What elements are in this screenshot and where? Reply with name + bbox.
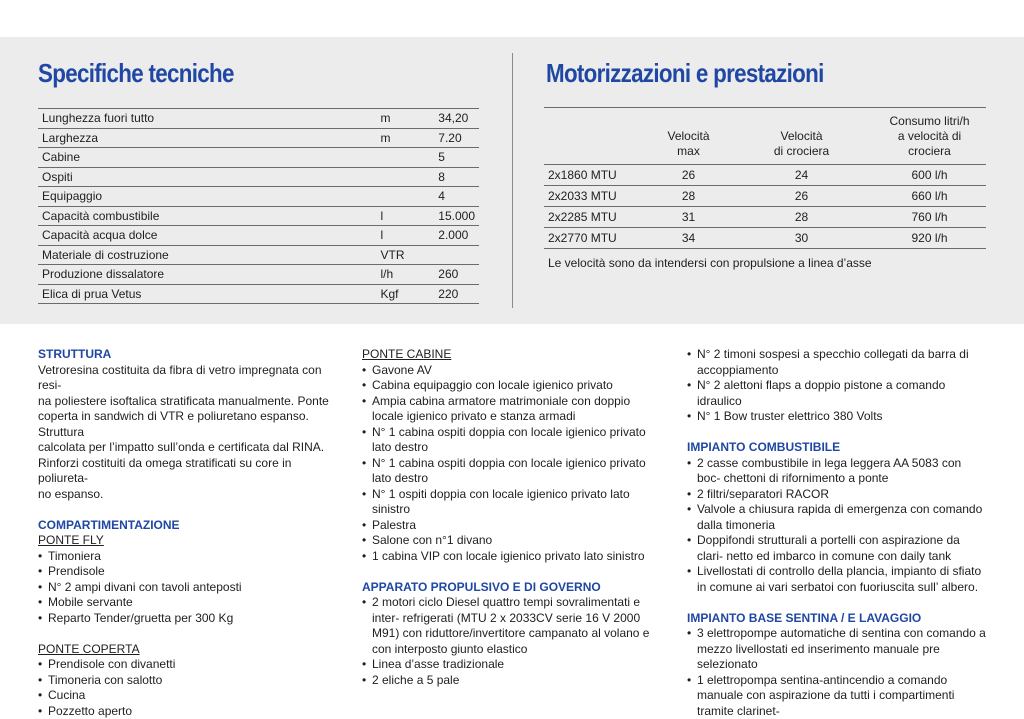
- list-item: • N° 1 cabina ospiti doppia con locale igienico privato lato destro: [362, 425, 662, 456]
- table-header-row: [544, 108, 986, 165]
- spec-unit: Kgf: [376, 284, 434, 304]
- column-1: [38, 347, 338, 719]
- table-row: [38, 109, 479, 129]
- text-line: na poliestere isoftalica stratificata manualmente. Ponte: [38, 394, 338, 410]
- engine-model: 2x2285 MTU: [544, 207, 647, 228]
- spec-label: Capacità acqua dolce: [38, 226, 376, 246]
- header-line: max: [677, 144, 700, 158]
- consumption-header: [873, 108, 986, 165]
- table-row: [544, 207, 986, 228]
- spec-value: 220: [434, 284, 479, 304]
- list-item: • N° 2 alettoni flaps a doppio pistone a comando idraulico: [687, 378, 987, 409]
- apparato-list-continued: [687, 347, 987, 425]
- spec-label: Larghezza: [38, 128, 376, 148]
- table-row: [38, 265, 479, 285]
- list-item: • Mobile servante: [38, 595, 338, 611]
- list-item: • Linea d’asse tradizionale: [362, 657, 662, 673]
- list-item: • Timoneria con salotto: [38, 673, 338, 689]
- engine-model: 2x2770 MTU: [544, 228, 647, 249]
- table-row: [544, 186, 986, 207]
- header-line: di crociera: [774, 144, 829, 158]
- speed-max: 26: [647, 165, 730, 186]
- list-item: • 1 elettropompa sentina-antincendio a comando manuale con aspirazione da tutti i compartimenti tramite clarinet-: [687, 673, 987, 719]
- spec-label: Materiale di costruzione: [38, 245, 376, 265]
- speed-max: 31: [647, 207, 730, 228]
- list-item: • 1 cabina VIP con locale igienico privato lato sinistro: [362, 549, 662, 565]
- combustibile-list: [687, 456, 987, 596]
- column-3: [687, 347, 987, 719]
- list-item: • 2 motori ciclo Diesel quattro tempi sovralimentati e inter- refrigerati (MTU 2 x 2033CV serie 16 V 2000 M91) con riduttore/invertitore campanato al volano e con interposto giunto elastico: [362, 595, 662, 657]
- table-row: [38, 187, 479, 207]
- text-line: Vetroresina costituita da fibra di vetro impregnata con resi-: [38, 363, 338, 394]
- subsection-title: PONTE CABINE: [362, 347, 662, 363]
- ponte-fly-list: [38, 549, 338, 627]
- spec-value: 7.20: [434, 128, 479, 148]
- sentina-list: [687, 626, 987, 719]
- text-line: Rinforzi costituiti da omega stratificati su core in poliureta-: [38, 456, 338, 487]
- consumption: 660 l/h: [873, 186, 986, 207]
- section-title: COMPARTIMENTAZIONE: [38, 518, 338, 534]
- speed-cruise: 26: [730, 186, 873, 207]
- spec-unit: [376, 167, 434, 187]
- spec-label: Equipaggio: [38, 187, 376, 207]
- spec-label: Cabine: [38, 148, 376, 168]
- model-header: [544, 108, 647, 165]
- list-item: • N° 1 ospiti doppia con locale igienico privato lato sinistro: [362, 487, 662, 518]
- list-item: • 2 casse combustibile in lega leggera AA 5083 con boc- chettoni di rifornimento a ponte: [687, 456, 987, 487]
- list-item: • N° 1 Bow truster elettrico 380 Volts: [687, 409, 987, 425]
- table-row: [38, 128, 479, 148]
- list-item: • Palestra: [362, 518, 662, 534]
- ponte-fly-section: [38, 533, 338, 626]
- subsection-title: PONTE FLY: [38, 533, 338, 549]
- subsection-title: PONTE COPERTA: [38, 642, 338, 658]
- specs-table: [38, 108, 479, 304]
- ponte-cabine-section: [362, 347, 662, 564]
- spec-label: Lunghezza fuori tutto: [38, 109, 376, 129]
- list-item: • N° 2 timoni sospesi a specchio collegati da barra di accoppiamento: [687, 347, 987, 378]
- list-item: • 3 elettropompe automatiche di sentina con comando a mezzo livellostati ed inserimento manuale pre selezionato: [687, 626, 987, 673]
- spec-label: Produzione dissalatore: [38, 265, 376, 285]
- spec-unit: [376, 187, 434, 207]
- header-line: Consumo litri/h: [889, 114, 969, 128]
- apparato-section: [362, 580, 662, 689]
- spec-unit: l/h: [376, 265, 434, 285]
- spec-value: 2.000: [434, 226, 479, 246]
- list-item: • Reparto Tender/gruetta per 300 Kg: [38, 611, 338, 627]
- table-row: [38, 284, 479, 304]
- spec-label: Elica di prua Vetus: [38, 284, 376, 304]
- spec-value: 8: [434, 167, 479, 187]
- specs-heading: Specifiche tecniche: [38, 58, 234, 89]
- spec-value: 5: [434, 148, 479, 168]
- consumption: 600 l/h: [873, 165, 986, 186]
- table-row: [38, 226, 479, 246]
- speed-cruise: 24: [730, 165, 873, 186]
- spec-unit: m: [376, 109, 434, 129]
- list-item: • Ampia cabina armatore matrimoniale con doppio locale igienico privato e stanza armadi: [362, 394, 662, 425]
- list-item: • Cucina: [38, 688, 338, 704]
- speed-note: Le velocità sono da intendersi con propulsione a linea d’asse: [548, 256, 872, 270]
- engine-model: 2x1860 MTU: [544, 165, 647, 186]
- list-item: • Prendisole con divanetti: [38, 657, 338, 673]
- speed-cruise-header: [730, 108, 873, 165]
- consumption: 920 l/h: [873, 228, 986, 249]
- struttura-section: [38, 347, 338, 502]
- table-row: [544, 165, 986, 186]
- engine-model: 2x2033 MTU: [544, 186, 647, 207]
- spec-unit: m: [376, 128, 434, 148]
- table-row: [38, 206, 479, 226]
- top-margin: [0, 0, 1024, 37]
- apparato-continued: [687, 347, 987, 425]
- list-item: • Doppifondi strutturali a portelli con aspirazione da clari- netto ed imbarco in comune con daily tank: [687, 533, 987, 564]
- list-item: • Prendisole: [38, 564, 338, 580]
- ponte-coperta-section: [38, 642, 338, 719]
- section-title: APPARATO PROPULSIVO E DI GOVERNO: [362, 580, 662, 596]
- list-item: • Pozzetto aperto: [38, 704, 338, 719]
- section-title: STRUTTURA: [38, 347, 338, 363]
- list-item: • Gavone AV: [362, 363, 662, 379]
- speed-cruise: 30: [730, 228, 873, 249]
- table-row: [544, 228, 986, 249]
- section-title: IMPIANTO COMBUSTIBILE: [687, 440, 987, 456]
- header-line: a velocità di crociera: [898, 129, 961, 158]
- list-item: • Cabina equipaggio con locale igienico privato: [362, 378, 662, 394]
- apparato-list: [362, 595, 662, 688]
- speed-cruise: 28: [730, 207, 873, 228]
- ponte-coperta-list: [38, 657, 338, 719]
- consumption: 760 l/h: [873, 207, 986, 228]
- text-line: calcolata per l’impatto sull’onda e certificata dal RINA.: [38, 440, 338, 456]
- list-item: • Valvole a chiusura rapida di emergenza con comando dalla timoneria: [687, 502, 987, 533]
- spec-value: 4: [434, 187, 479, 207]
- spec-unit: VTR: [376, 245, 434, 265]
- section-title: IMPIANTO BASE SENTINA / E LAVAGGIO: [687, 611, 987, 627]
- ponte-cabine-list: [362, 363, 662, 565]
- list-item: • N° 1 cabina ospiti doppia con locale igienico privato lato destro: [362, 456, 662, 487]
- table-row: [38, 148, 479, 168]
- column-2: [362, 347, 662, 688]
- engines-heading: Motorizzazioni e prestazioni: [546, 58, 824, 89]
- sentina-section: [687, 611, 987, 719]
- column-divider: [512, 53, 513, 308]
- speed-max: 28: [647, 186, 730, 207]
- spec-value: 15.000: [434, 206, 479, 226]
- speed-max: 34: [647, 228, 730, 249]
- header-line: Velocità: [667, 129, 709, 143]
- header-line: Velocità: [780, 129, 822, 143]
- spec-unit: l: [376, 226, 434, 246]
- list-item: • Salone con n°1 divano: [362, 533, 662, 549]
- list-item: • N° 2 ampi divani con tavoli anteposti: [38, 580, 338, 596]
- spec-unit: l: [376, 206, 434, 226]
- list-item: • Timoniera: [38, 549, 338, 565]
- speed-max-header: [647, 108, 730, 165]
- spec-label: Ospiti: [38, 167, 376, 187]
- spec-value: [434, 245, 479, 265]
- combustibile-section: [687, 440, 987, 595]
- list-item: • Livellostati di controllo della plancia, impianto di sfiato in comune ai vari serbatoi con fuoriuscita sull’ albero.: [687, 564, 987, 595]
- list-item: • 2 eliche a 5 pale: [362, 673, 662, 689]
- text-line: coperta in sandwich di VTR e poliuretano espanso. Struttura: [38, 409, 338, 440]
- spec-value: 34,20: [434, 109, 479, 129]
- engines-table: [544, 107, 986, 249]
- list-item: • 2 filtri/separatori RACOR: [687, 487, 987, 503]
- table-row: [38, 245, 479, 265]
- text-line: no espanso.: [38, 487, 338, 503]
- spec-unit: [376, 148, 434, 168]
- table-row: [38, 167, 479, 187]
- spec-value: 260: [434, 265, 479, 285]
- spec-label: Capacità combustibile: [38, 206, 376, 226]
